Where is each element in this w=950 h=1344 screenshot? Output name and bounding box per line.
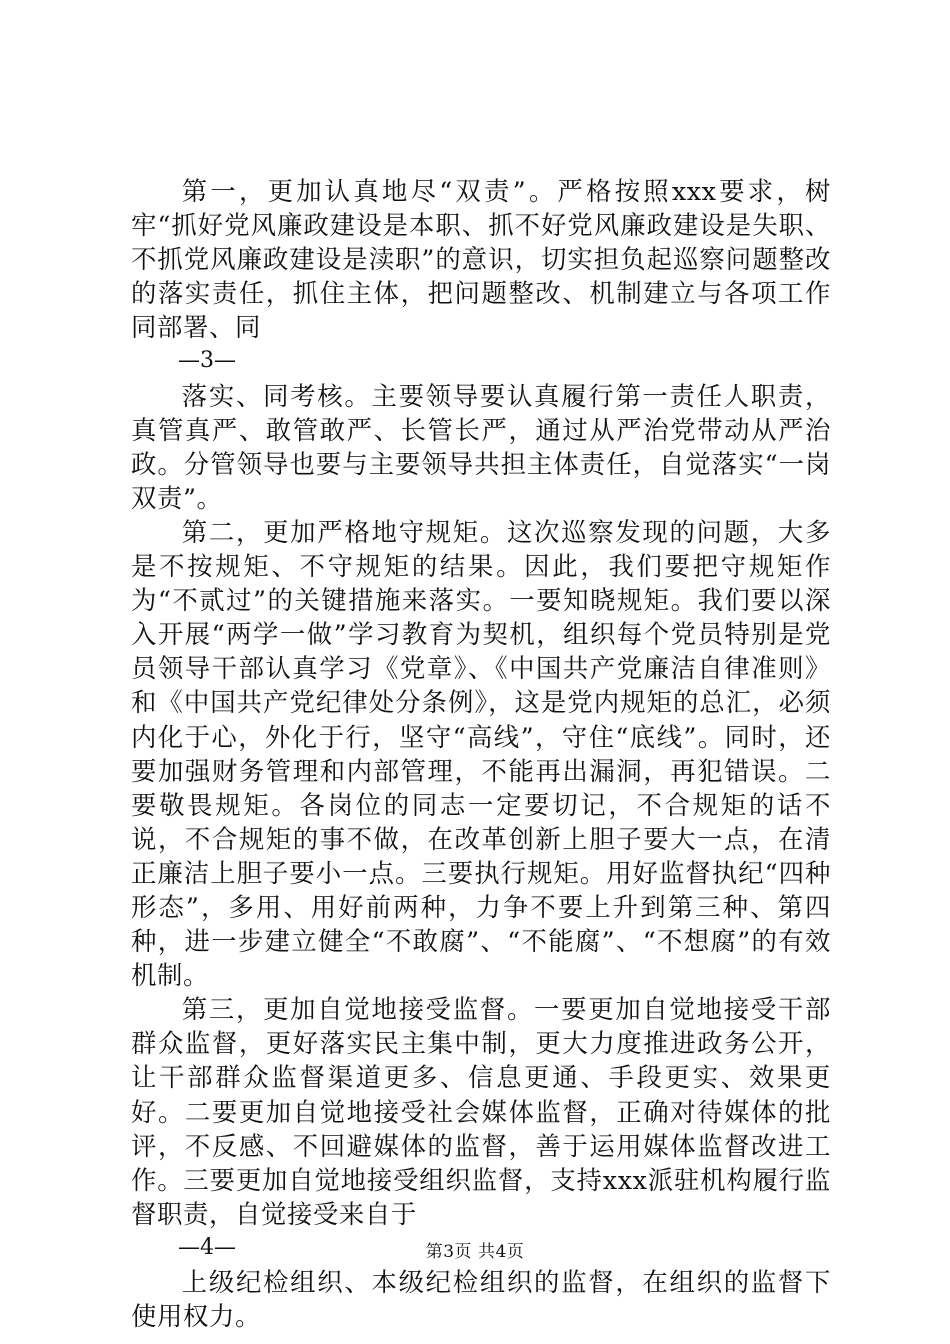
- document-body: [131, 174, 831, 1333]
- paragraph-third-supervision: 第三，更加自觉地接受监督。一要更加自觉地接受干部群众监督，更好落实民主集中制，更大力度推进政务公开，让干部群众监督渠道更多、信息更通、手段更实、效果更好。二要更加自觉地接受社会媒体监督，正确对待媒体的批评，不反感、不回避媒体的监督，善于运用媒体监督改进工作。三要更加自觉地接受组织监督，支持xxx派驻机构履行监督职责，自觉接受来自于: [131, 994, 831, 1229]
- page-footer: 第3页 共4页: [425, 1242, 525, 1262]
- paragraph-second-rules: 第二，更加严格地守规矩。这次巡察发现的问题，大多是不按规矩、不守规矩的结果。因此，我们要把守规矩作为“不贰过”的关键措施来落实。一要知晓规矩。我们要以深入开展“两学一做”学习教育为契机，组织每个党员特别是党员领导干部认真学习《党章》、《中国共产党廉洁自律准则》和《中国共产党纪律处分条例》，这是党内规矩的总汇，必须内化于心，外化于行，坚守“高线”，守住“底线”。同时，还要加强财务管理和内部管理，不能再出漏洞，再犯错误。二要敬畏规矩。各岗位的同志一定要切记，不合规矩的话不说，不合规矩的事不做，在改革创新上胆子要大一点，在清正廉洁上胆子要小一点。三要执行规矩。用好监督执纪“四种形态”，多用、用好前两种，力争不要上升到第三种、第四种，进一步建立健全“不敢腐”、“不能腐”、“不想腐”的有效机制。: [131, 516, 831, 991]
- paragraph-continuation-organization: 上级纪检组织、本级纪检组织的监督，在组织的监督下使用权力。: [131, 1267, 831, 1332]
- paragraph-continuation-assessment: 落实、同考核。主要领导要认真履行第一责任人职责，真管真严、敢管敢严、长管长严，通过从严治党带动从严治政。分管领导也要与主要领导共担主体责任，自觉落实“一岗双责”。: [131, 380, 831, 513]
- paragraph-first-dual-responsibility: 第一，更加认真地尽“双责”。严格按照xxx要求，树牢“抓好党风廉政建设是本职、抓不好党风廉政建设是失职、不抓党风廉政建设是渎职”的意识，切实担负起巡察问题整改的落实责任，抓住主体，把问题整改、机制建立与各项工作同部署、同: [131, 176, 831, 343]
- page-marker-3: —3—: [178, 348, 236, 374]
- page-marker-4: —4—: [178, 1234, 236, 1260]
